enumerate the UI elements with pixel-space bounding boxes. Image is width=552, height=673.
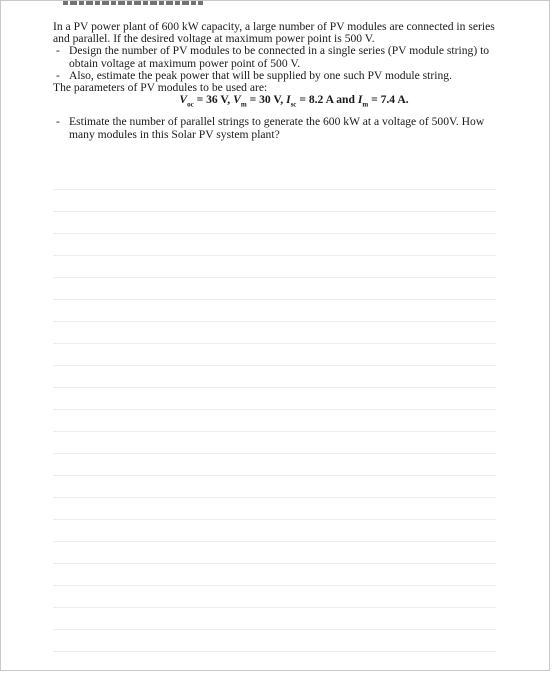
ruled-line <box>53 387 496 388</box>
bullet-item <box>53 116 505 140</box>
ruled-line <box>53 233 496 234</box>
bullet-text: Also, estimate the peak power that will be supplied by one such PV module string. <box>69 68 452 82</box>
bullet-dash: - <box>56 68 60 82</box>
ruled-line <box>53 497 496 498</box>
params-intro: The parameters of PV modules to be used are: <box>53 81 268 95</box>
ruled-line <box>53 541 496 542</box>
ruled-line <box>53 321 496 322</box>
bullet-item <box>53 70 505 82</box>
bullet-text: Estimate the number of parallel strings to generate the 600 kW at a voltage of 500V. How many modules in this Solar PV system plant? <box>69 115 485 141</box>
ruled-line <box>53 409 496 410</box>
ruled-line <box>53 585 496 586</box>
ruled-line <box>53 299 496 300</box>
ruled-line <box>53 651 496 652</box>
ruled-line <box>53 431 496 432</box>
ruled-line <box>53 607 496 608</box>
ruled-line <box>53 343 496 344</box>
ruled-line <box>53 453 496 454</box>
bullet-dash: - <box>56 44 60 58</box>
question-text <box>53 21 505 141</box>
bullet-dash: - <box>56 115 60 129</box>
ruled-line <box>53 629 496 630</box>
ruled-line <box>53 211 496 212</box>
ruled-line <box>53 519 496 520</box>
ruled-line <box>53 255 496 256</box>
ruled-line <box>53 277 496 278</box>
intro-paragraph: In a PV power plant of 600 kW capacity, a large number of PV modules are connected in series and parallel. If the desired voltage at maximum power point is 500 V. <box>53 20 495 46</box>
ruled-line <box>53 189 496 190</box>
ruled-line <box>53 563 496 564</box>
bullet-item <box>53 45 505 69</box>
bullet-text: Design the number of PV modules to be connected in a single series (PV module string) to obtain voltage at maximum power point of 500 V. <box>69 44 490 70</box>
ruled-line <box>53 475 496 476</box>
module-parameters: $V_{oc} = 36$ V, $V_m = 30$ V, $I_{sc} = 8.2$ A and $I_m = 7.4$ A. <box>179 93 409 109</box>
ruled-line <box>53 365 496 366</box>
cropped-header-line <box>63 1 203 5</box>
